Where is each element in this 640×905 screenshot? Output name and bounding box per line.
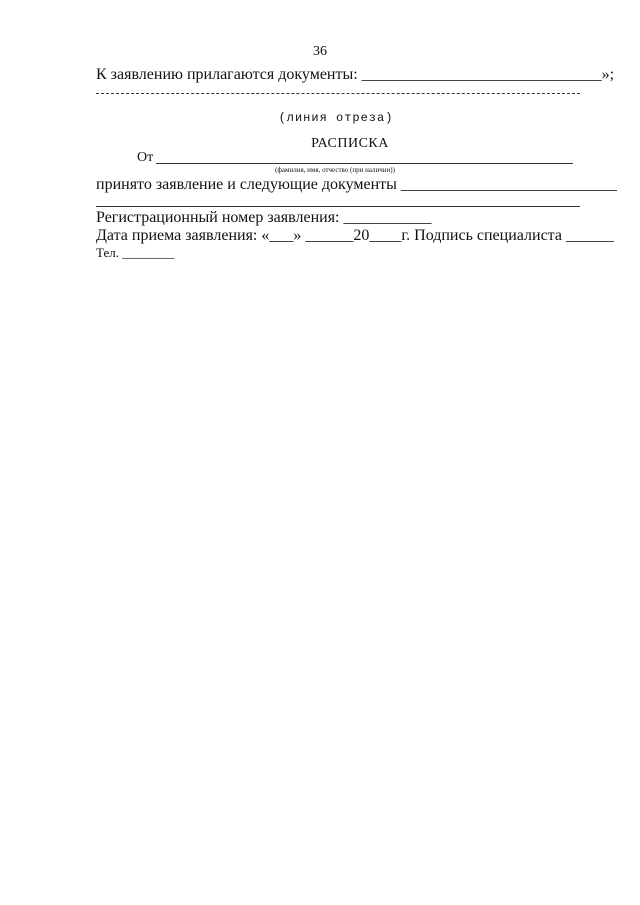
cut-line-label: (линия отреза): [278, 111, 394, 125]
registration-number-line: Регистрационный номер заявления: ___________: [96, 209, 432, 226]
documents-blank-line: [96, 206, 580, 207]
name-hint: (фамилия, имя, отчество (при наличии)): [275, 166, 395, 174]
attachments-line: К заявлению прилагаются документы: ______________________________»;: [96, 66, 615, 83]
phone-line: Тел. ________: [96, 245, 175, 260]
page-number: 36: [313, 44, 327, 59]
cut-line: [96, 93, 580, 94]
date-signature-line: Дата приема заявления: «___» ______20____г. Подпись специалиста ______: [96, 227, 614, 244]
from-label: От: [137, 150, 154, 165]
name-blank-line: [156, 163, 573, 164]
accepted-documents-line: принято заявление и следующие документы ___________________________: [96, 176, 617, 193]
receipt-title: РАСПИСКА: [311, 136, 389, 151]
